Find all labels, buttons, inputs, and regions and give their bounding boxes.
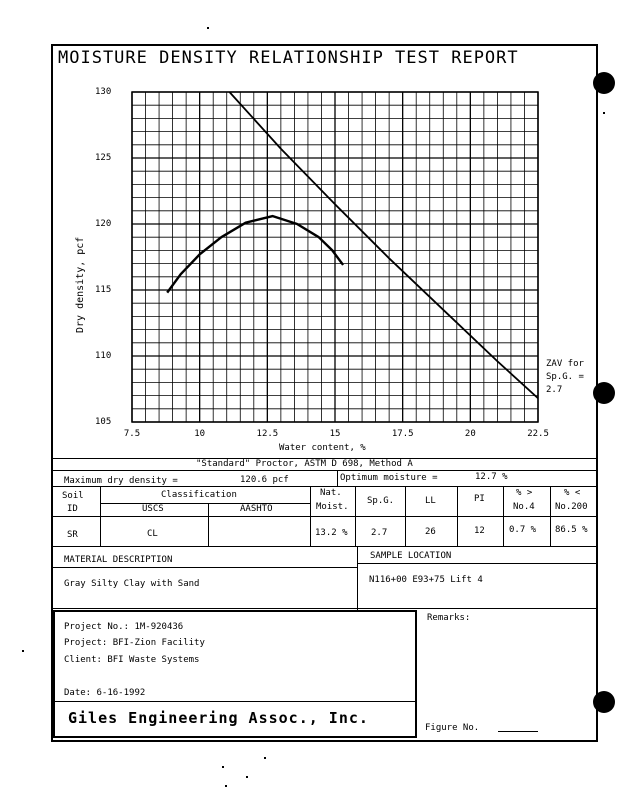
header-soil: Soil bbox=[62, 491, 84, 501]
header-no200: No.200 bbox=[555, 502, 588, 512]
material-header: MATERIAL DESCRIPTION bbox=[64, 555, 173, 565]
x-tick-label: 15 bbox=[329, 429, 341, 439]
y-tick-label: 105 bbox=[95, 417, 112, 427]
x-axis-label: Water content, % bbox=[279, 443, 366, 453]
zav-note-line2: Sp.G. = bbox=[546, 372, 584, 382]
max-dry-density-value: 120.6 pcf bbox=[240, 475, 289, 485]
x-tick-label: 10 bbox=[194, 429, 206, 439]
y-axis-label: Dry density, pcf bbox=[75, 236, 86, 333]
header-ll: LL bbox=[425, 496, 436, 506]
test-method: "Standard" Proctor, ASTM D 698, Method A bbox=[196, 459, 413, 469]
client-name: Client: BFI Waste Systems bbox=[64, 655, 200, 665]
figure-number-label: Figure No. bbox=[425, 723, 480, 733]
cell-pi: 12 bbox=[474, 526, 485, 536]
sample-location: N116+00 E93+75 Lift 4 bbox=[369, 575, 483, 585]
header-uscs: USCS bbox=[142, 504, 164, 514]
cell-nat-moist: 13.2 % bbox=[315, 528, 348, 538]
report-title: MOISTURE DENSITY RELATIONSHIP TEST REPORT bbox=[58, 48, 519, 68]
header-pi: PI bbox=[474, 494, 485, 504]
remarks-label: Remarks: bbox=[427, 613, 471, 623]
project-number: Project No.: 1M-920436 bbox=[64, 622, 184, 632]
header-classification: Classification bbox=[161, 490, 237, 500]
y-tick-label: 110 bbox=[95, 351, 112, 361]
y-tick-label: 115 bbox=[95, 285, 112, 295]
project-name: Project: BFI-Zion Facility bbox=[64, 638, 205, 648]
header-gt-no4: % > bbox=[516, 488, 533, 498]
cell-uscs: CL bbox=[147, 529, 158, 539]
compaction-curve bbox=[167, 216, 343, 293]
x-tick-label: 17.5 bbox=[391, 429, 414, 439]
header-nat: Nat. bbox=[320, 488, 342, 498]
y-tick-label: 120 bbox=[95, 219, 112, 229]
max-dry-density-label: Maximum dry density = bbox=[64, 476, 178, 486]
header-lt-no200: % < bbox=[564, 488, 581, 498]
x-tick-label: 22.5 bbox=[527, 429, 549, 439]
cell-no200: 86.5 % bbox=[555, 525, 588, 535]
optimum-moisture-value: 12.7 % bbox=[475, 472, 508, 482]
report-date: Date: 6-16-1992 bbox=[64, 688, 146, 698]
zav-note-line3: 2.7 bbox=[546, 385, 563, 395]
zav-note-line1: ZAV for bbox=[546, 359, 584, 369]
y-tick-label: 130 bbox=[95, 87, 112, 97]
cell-soil-id: SR bbox=[67, 530, 78, 540]
header-spg: Sp.G. bbox=[367, 496, 395, 506]
y-tick-label: 125 bbox=[95, 153, 112, 163]
zav-line bbox=[229, 92, 538, 398]
figure-number-blank bbox=[498, 731, 538, 732]
cell-spg: 2.7 bbox=[371, 528, 388, 538]
company-name: Giles Engineering Assoc., Inc. bbox=[68, 709, 369, 727]
header-aashto: AASHTO bbox=[240, 504, 273, 514]
header-no4: No.4 bbox=[513, 502, 535, 512]
x-tick-label: 20 bbox=[464, 429, 476, 439]
optimum-moisture-label: Optimum moisture = bbox=[340, 473, 438, 483]
cell-no4: 0.7 % bbox=[509, 525, 537, 535]
material-description: Gray Silty Clay with Sand bbox=[64, 579, 200, 589]
header-moist: Moist. bbox=[316, 502, 349, 512]
sample-header: SAMPLE LOCATION bbox=[370, 551, 452, 561]
x-tick-label: 12.5 bbox=[256, 429, 279, 439]
x-tick-label: 7.5 bbox=[123, 429, 141, 439]
header-id: ID bbox=[67, 504, 78, 514]
cell-ll: 26 bbox=[425, 527, 436, 537]
